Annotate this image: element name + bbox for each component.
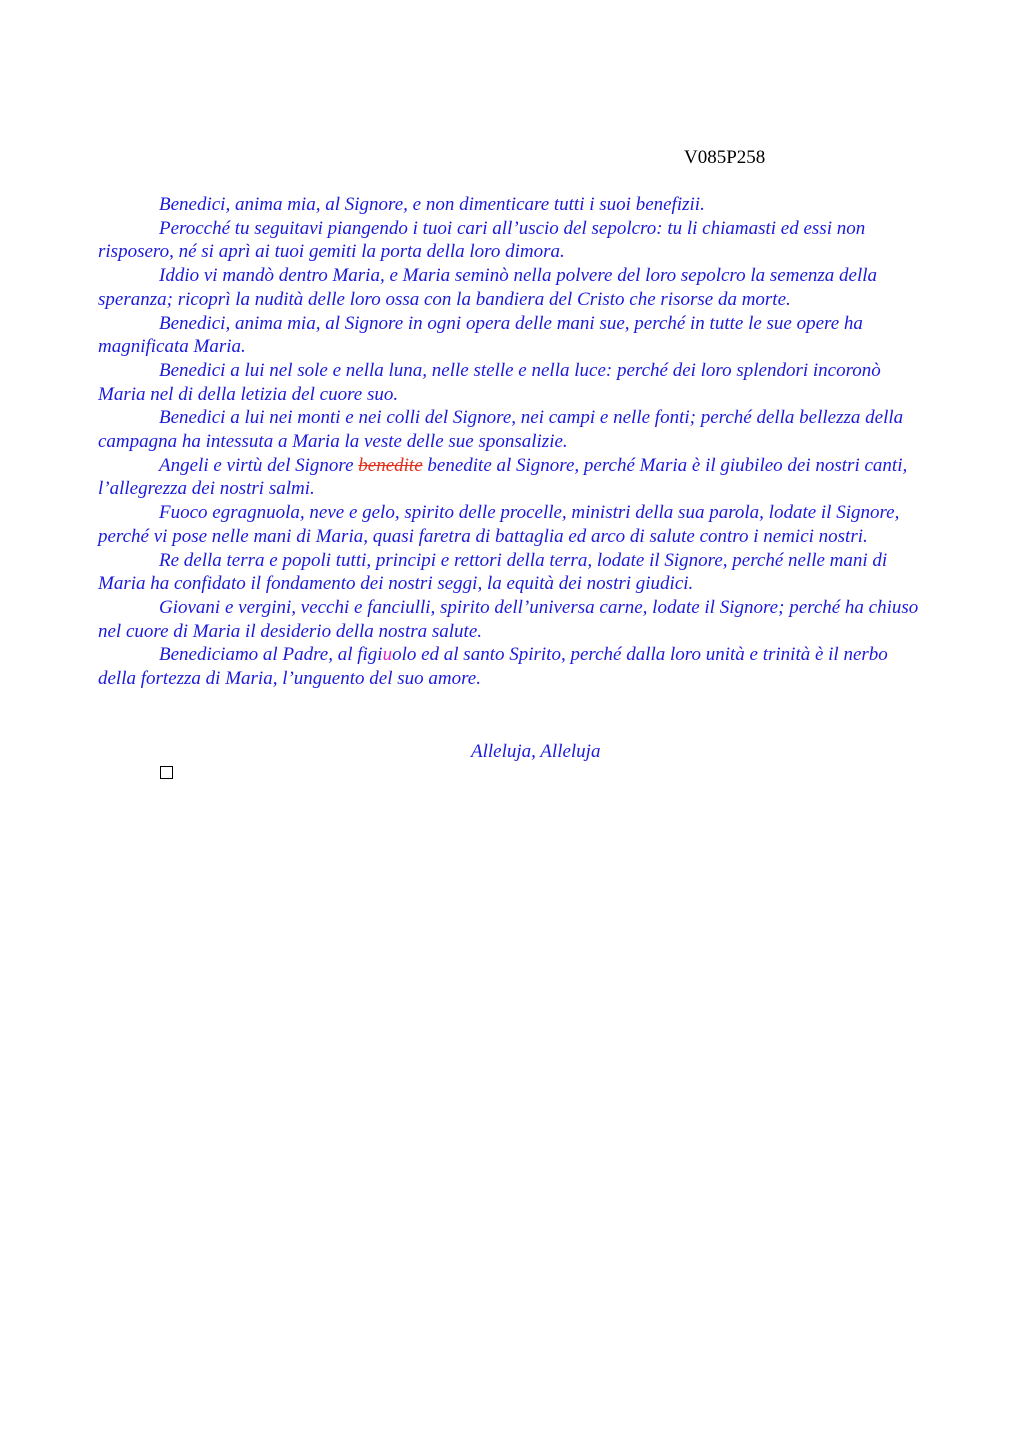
paragraph-5: Benedici a lui nel sole e nella luna, nelle stelle e nella luce: perché dei loro splendori incoronò Maria nel di della letizia del cuore suo. xyxy=(98,359,881,405)
inserted-letter: u xyxy=(382,644,393,666)
closing-line: Alleluja, Alleluja xyxy=(471,741,601,762)
paragraph-4: Benedici, anima mia, al Signore in ogni opera delle mani sue, perché in tutte le sue opere ha magnificata Maria. xyxy=(98,312,863,358)
paragraph-3: Iddio vi mandò dentro Maria, e Maria seminò nella polvere del loro sepolcro la semenza della speranza; ricoprì la nudità delle loro ossa con la bandiera del Cristo che risorse da morte. xyxy=(98,265,878,310)
paragraph-9: Re della terra e popoli tutti, principi e rettori della terra, lodate il Signore, perché nelle mani di Maria ha confidato il fondamento dei nostri seggi, la equità dei nostri giudici. xyxy=(98,549,888,595)
document-id: V085P258 xyxy=(684,147,766,168)
deleted-word: benedite xyxy=(358,454,423,476)
paragraph-1: Benedici, anima mia, al Signore, e non dimenticare tutti i suoi benefizii. xyxy=(159,194,705,215)
paragraph-2: Perocché tu seguitavi piangendo i tuoi cari all’uscio del sepolcro: tu li chiamasti ed essi non risposero, né si aprì ai tuoi gemiti la porta della loro dimora. xyxy=(98,217,866,263)
checkbox-square[interactable] xyxy=(160,766,173,779)
document-body xyxy=(98,193,926,691)
paragraph-7 xyxy=(98,454,926,501)
paragraph-10: Giovani e vergini, vecchi e fanciulli, spirito dell’universa carne, lodate il Signore; perché ha chiuso nel cuore di Maria il desiderio della nostra salute. xyxy=(98,596,919,642)
paragraph-11-after: olo ed al santo Spirito, perché dalla loro unità e trinità è il nerbo della fortezza di Maria, l’unguento del suo amore. xyxy=(98,644,888,690)
paragraph-7-after: benedite al Signore, perché Maria è il giubileo dei nostri canti, l’allegrezza dei nostri salmi. xyxy=(98,454,908,500)
paragraph-8: Fuoco egragnuola, neve e gelo, spirito delle procelle, ministri della sua parola, lodate il Signore, perché vi pose nelle mani di Maria, quasi faretra di battaglia ed arco di salute contro i nemici nostri. xyxy=(98,502,900,547)
paragraph-7-before: Angeli e virtù del Signore xyxy=(159,454,359,476)
paragraph-11-before: Benediciamo al Padre, al figi xyxy=(159,644,383,666)
paragraph-11 xyxy=(98,643,926,690)
paragraph-6: Benedici a lui nei monti e nei colli del Signore, nei campi e nelle fonti; perché della bellezza della campagna ha intessuta a Maria la veste delle sue sponsalizie. xyxy=(98,407,904,453)
